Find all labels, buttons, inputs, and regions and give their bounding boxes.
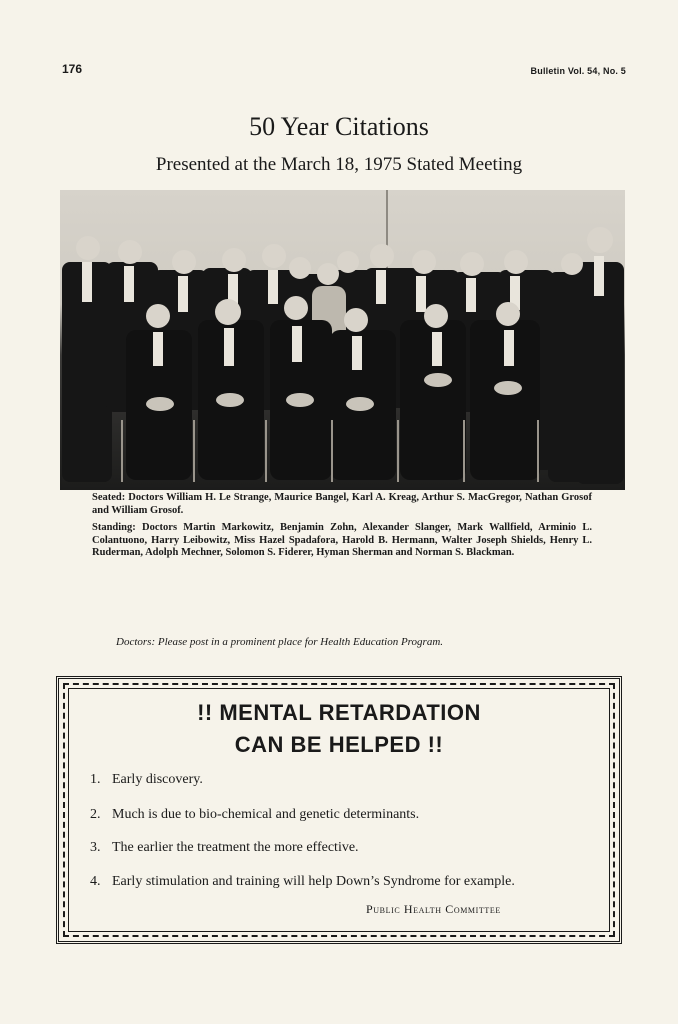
notice-headline-line-1: !! MENTAL RETARDATION	[197, 700, 481, 725]
doctors-note-text: Please post in a prominent place for Health Education Program.	[157, 636, 444, 648]
list-item	[90, 874, 515, 890]
page-number: 176	[62, 62, 83, 76]
page-subtitle: Presented at the March 18, 1975 Stated Meeting	[155, 154, 523, 175]
seated-names: Doctors William H. Le Strange, Maurice Bangel, Karl A. Kreag, Arthur S. MacGregor, Nathan Grosof and William Grosof.	[92, 492, 592, 516]
seated-caption	[92, 492, 592, 517]
standing-label: Standing:	[92, 522, 136, 533]
committee-signature: Public Health Committee	[366, 902, 501, 916]
list-item	[90, 772, 203, 788]
list-item-number: 4.	[90, 874, 101, 889]
notice-headline-line-2: CAN BE HELPED !!	[234, 732, 444, 757]
list-item-text: The earlier the treatment the more effective.	[112, 840, 359, 855]
list-item-text: Early stimulation and training will help Down’s Syndrome for example.	[112, 874, 515, 889]
bulletin-header: Bulletin Vol. 54, No. 5	[530, 66, 626, 76]
group-photo	[60, 190, 625, 490]
list-item-number: 3.	[90, 840, 101, 855]
seated-label: Seated:	[92, 492, 126, 503]
standing-caption	[92, 522, 592, 560]
doctors-note	[116, 636, 443, 648]
group-photo-figures	[60, 190, 625, 490]
list-item-text: Early discovery.	[112, 772, 203, 787]
list-item-text: Much is due to bio-chemical and genetic determinants.	[112, 807, 420, 822]
list-item-number: 1.	[90, 772, 101, 787]
standing-names: Doctors Martin Markowitz, Benjamin Zohn, Alexander Slanger, Mark Wallfield, Arminio L. Colantuono, Harry Leibowitz, Miss Hazel Spadafora, Harold B. Hermann, Walter Joseph Shields, Henry L. Ruderman, Adolph Mechner, Solomon S. Fiderer, Hyman Sherman and Norman S. Blackman.	[92, 522, 593, 558]
list-item-number: 2.	[90, 807, 101, 822]
list-item	[90, 807, 419, 823]
page-title: 50 Year Citations	[249, 112, 429, 141]
doctors-note-label: Doctors:	[116, 636, 156, 648]
list-item	[90, 840, 359, 856]
